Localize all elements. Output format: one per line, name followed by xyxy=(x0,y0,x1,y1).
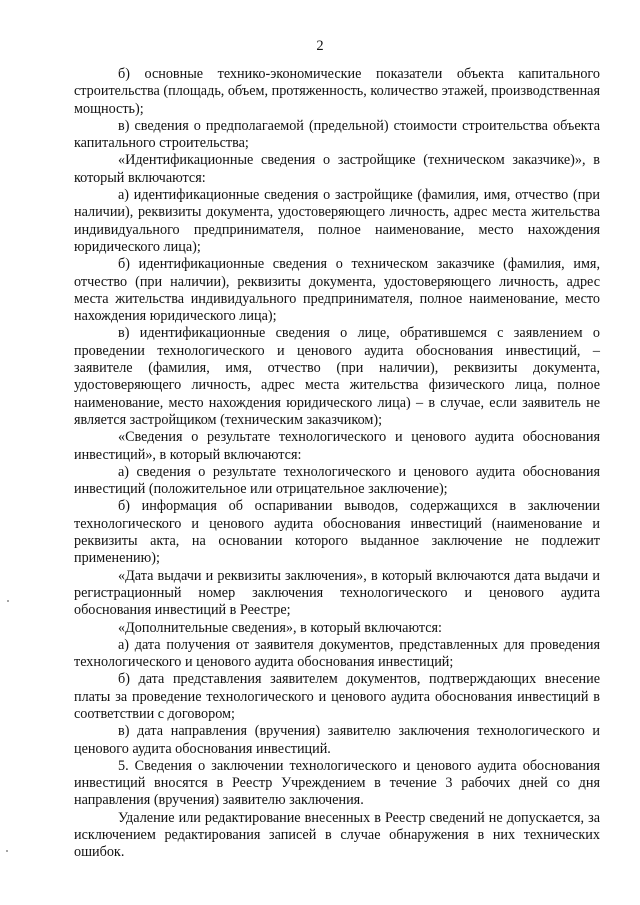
paragraph: б) идентификационные сведения о техническом заказчике (фамилия, имя, отчество (при наличии), реквизиты документа, удостоверяющего личность, адрес места жительства индивидуального предпринимателя, полное наименование, место нахождения юридического лица); xyxy=(74,256,600,325)
paragraph: «Идентификационные сведения о застройщике (техническом заказчике)», в который включаются: xyxy=(74,152,600,186)
scan-speck xyxy=(6,850,8,852)
document-body xyxy=(74,66,600,862)
paragraph: а) сведения о результате технологического и ценового аудита обоснования инвестиций (положительное или отрицательное заключение); xyxy=(74,463,600,498)
paragraph: «Дополнительные сведения», в который включаются: xyxy=(118,619,442,636)
paragraph: б) дата представления заявителем документов, подтверждающих внесение платы за проведение технологического и ценового аудита обоснования инвестиций в соответствии с договором; xyxy=(74,671,600,722)
scan-speck xyxy=(7,600,9,602)
paragraph: б) основные технико-экономические показатели объекта капитального строительства (площадь, объем, протяженность, количество этажей, производственная мощность); xyxy=(74,66,600,117)
paragraph: в) идентификационные сведения о лице, обратившемся с заявлением о проведении технологического и ценового аудита обоснования инвестиций, – заявителе (фамилия, имя, отчество (при наличии), реквизиты документа, удостоверяющего личность, адрес места жительства физического лица, полное наименование, место нахождения юридического лица) – в случае, если заявитель не является застройщиком (техническим заказчиком); xyxy=(74,325,600,428)
paragraph: 5. Сведения о заключении технологического и ценового аудита обоснования инвестиций вносятся в Реестр Учреждением в течение 3 рабочих дней со дня направления (вручения) заявителю заключения. xyxy=(74,757,600,809)
paragraph: в) дата направления (вручения) заявителю заключения технологического и ценового аудита обоснования инвестиций. xyxy=(74,723,600,757)
paragraph: б) информация об оспаривании выводов, содержащихся в заключении технологического и ценового аудита обоснования инвестиций (наименование и реквизиты акта, на основании которого выданное заключение не подлежит применению); xyxy=(74,498,600,567)
paragraph: в) сведения о предполагаемой (предельной) стоимости строительства объекта капитального строительства; xyxy=(74,117,600,152)
paragraph: а) дата получения от заявителя документов, представленных для проведения технологического и ценового аудита обоснования инвестиций; xyxy=(74,636,600,671)
paragraph: Удаление или редактирование внесенных в Реестр сведений не допускается, за исключением редактирования записей в случае обнаружения в них технических ошибок. xyxy=(74,809,600,861)
page-number: 2 xyxy=(316,38,324,54)
paragraph: «Сведения о результате технологического и ценового аудита обоснования инвестиций», в который включаются: xyxy=(74,429,600,463)
paragraph: «Дата выдачи и реквизиты заключения», в который включаются дата выдачи и регистрационный номер заключения технологического и ценового аудита обоснования инвестиций в Реестре; xyxy=(74,567,600,619)
paragraph: а) идентификационные сведения о застройщике (фамилия, имя, отчество (при наличии), реквизиты документа, удостоверяющего личность, адрес места жительства индивидуального предпринимателя, полное наименование, место нахождения юридического лица); xyxy=(74,187,600,255)
